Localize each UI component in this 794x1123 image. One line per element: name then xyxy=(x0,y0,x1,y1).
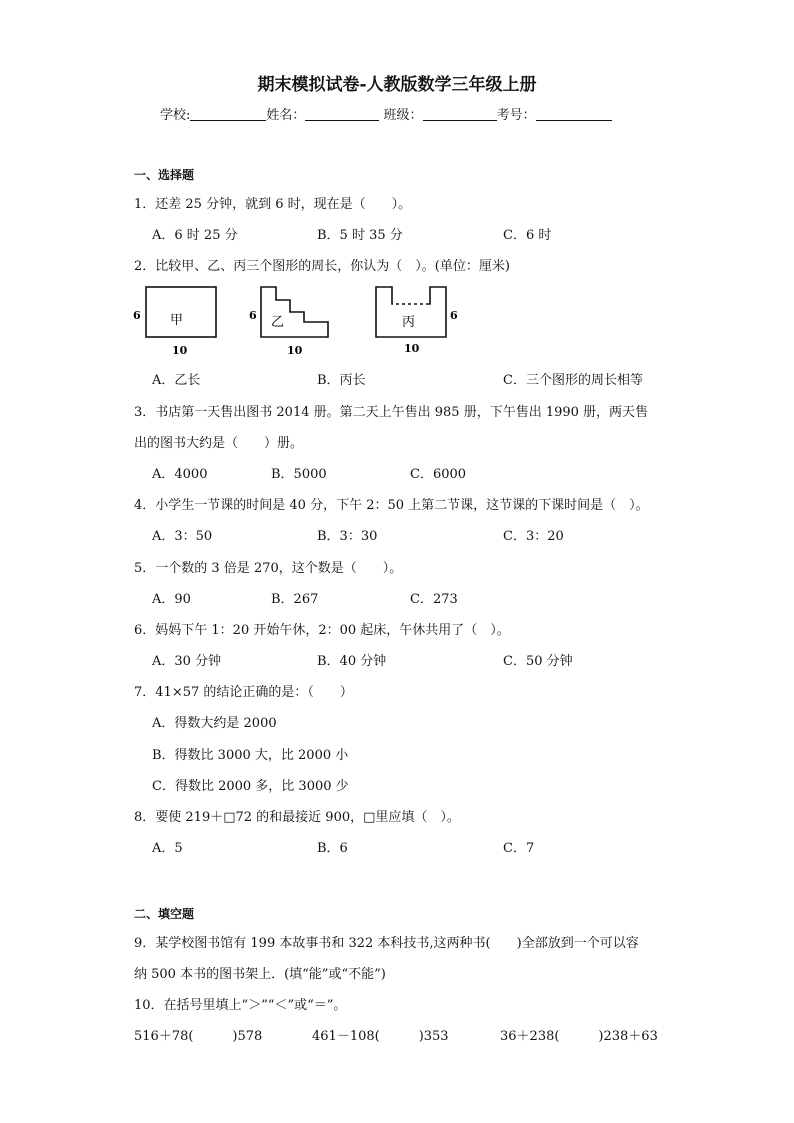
question-1-option-a[interactable]: A．6 时 25 分 xyxy=(152,228,238,243)
question-7-option-c[interactable]: C．得数比 2000 多，比 3000 少 xyxy=(152,779,349,794)
question-5-text: 5．一个数的 3 倍是 270，这个数是（ ）。 xyxy=(134,561,403,576)
perimeter-figures xyxy=(130,282,470,360)
question-2-option-a[interactable]: A．乙长 xyxy=(152,373,201,388)
question-10-expression-2[interactable]: 461－108( )353 xyxy=(312,1029,449,1044)
question-1-option-b[interactable]: B．5 时 35 分 xyxy=(317,228,403,243)
question-8-option-b[interactable]: B．6 xyxy=(317,841,348,856)
school-blank[interactable] xyxy=(190,106,266,121)
question-8-option-c[interactable]: C．7 xyxy=(503,841,535,856)
question-6-option-b[interactable]: B．40 分钟 xyxy=(317,654,387,669)
question-2-option-c[interactable]: C．三个图形的周长相等 xyxy=(503,373,643,388)
question-9-line-1: 9．某学校图书馆有 199 本故事书和 322 本科技书,这两种书( )全部放到一个可以容 xyxy=(134,936,639,951)
name-blank[interactable] xyxy=(305,106,379,121)
question-4-option-b[interactable]: B．3：30 xyxy=(317,529,378,544)
question-5-option-a[interactable]: A．90 xyxy=(152,592,191,607)
question-2-text: 2．比较甲、乙、丙三个图形的周长，你认为（ ）。(单位：厘米) xyxy=(134,259,510,274)
question-10-expression-3[interactable]: 36＋238( )238＋63 xyxy=(500,1029,658,1044)
question-10-expression-1[interactable]: 516＋78( )578 xyxy=(134,1029,263,1044)
page-title: 期末模拟试卷-人教版数学三年级上册 xyxy=(257,75,537,95)
question-9-line-2: 纳 500 本书的图书架上．(填“能”或“不能”) xyxy=(134,967,386,982)
figure-yi-label: 乙 xyxy=(271,315,285,330)
class-blank[interactable] xyxy=(423,106,497,121)
question-4-text: 4．小学生一节课的时间是 40 分，下午 2：50 上第二节课，这节课的下课时间是（ ）。 xyxy=(134,498,649,513)
figure-jia-height: 6 xyxy=(133,309,141,322)
question-5-option-c[interactable]: C．273 xyxy=(410,592,458,607)
class-label: 班级： xyxy=(383,108,423,123)
question-3-line-2: 出的图书大约是（ ）册。 xyxy=(134,436,304,451)
question-6-option-c[interactable]: C．50 分钟 xyxy=(503,654,573,669)
figure-bing xyxy=(376,287,458,355)
question-3-option-b[interactable]: B．5000 xyxy=(271,467,327,482)
figure-bing-label: 丙 xyxy=(402,315,416,330)
question-1-option-c[interactable]: C．6 时 xyxy=(503,228,552,243)
figure-jia xyxy=(133,287,216,357)
school-label: 学校: xyxy=(160,108,191,123)
question-1-text: 1．还差 25 分钟，就到 6 时，现在是（ ）。 xyxy=(134,197,412,212)
question-4-option-c[interactable]: C．3：20 xyxy=(503,529,564,544)
number-blank[interactable] xyxy=(536,106,612,121)
figure-jia-label: 甲 xyxy=(170,313,184,328)
section-heading-fill-blank: 二、填空题 xyxy=(134,907,195,921)
question-6-option-a[interactable]: A．30 分钟 xyxy=(152,654,222,669)
question-3-line-1: 3．书店第一天售出图书 2014 册。第二天上午售出 985 册，下午售出 1990 册，两天售 xyxy=(134,405,649,420)
figure-jia-shape xyxy=(146,287,216,337)
figure-bing-height: 6 xyxy=(450,309,458,322)
question-7-option-b[interactable]: B．得数比 3000 大，比 2000 小 xyxy=(152,748,349,763)
number-label: 考号： xyxy=(496,108,536,123)
section-heading-choice: 一、选择题 xyxy=(134,168,195,182)
figure-jia-width: 10 xyxy=(172,344,188,357)
question-8-text: 8．要使 219＋□72 的和最接近 900，□里应填（ ）。 xyxy=(134,810,460,825)
name-label: 姓名： xyxy=(266,108,306,123)
question-6-text: 6．妈妈下午 1：20 开始午休，2：00 起床，午休共用了（ ）。 xyxy=(134,623,510,638)
student-info-line xyxy=(160,104,612,123)
question-4-option-a[interactable]: A．3：50 xyxy=(152,529,213,544)
figure-bing-width: 10 xyxy=(404,342,420,355)
question-5-option-b[interactable]: B．267 xyxy=(271,592,319,607)
figure-yi-height: 6 xyxy=(249,309,257,322)
figure-yi xyxy=(249,287,328,357)
question-7-option-a[interactable]: A．得数大约是 2000 xyxy=(152,716,277,731)
question-3-option-c[interactable]: C．6000 xyxy=(410,467,467,482)
question-3-option-a[interactable]: A．4000 xyxy=(152,467,208,482)
question-7-text: 7．41×57 的结论正确的是：（ ） xyxy=(134,685,353,700)
question-2-option-b[interactable]: B．丙长 xyxy=(317,373,366,388)
figure-yi-width: 10 xyxy=(287,344,303,357)
question-8-option-a[interactable]: A．5 xyxy=(152,841,183,856)
question-10-text: 10．在括号里填上“＞”“＜”或“＝”。 xyxy=(134,998,347,1013)
